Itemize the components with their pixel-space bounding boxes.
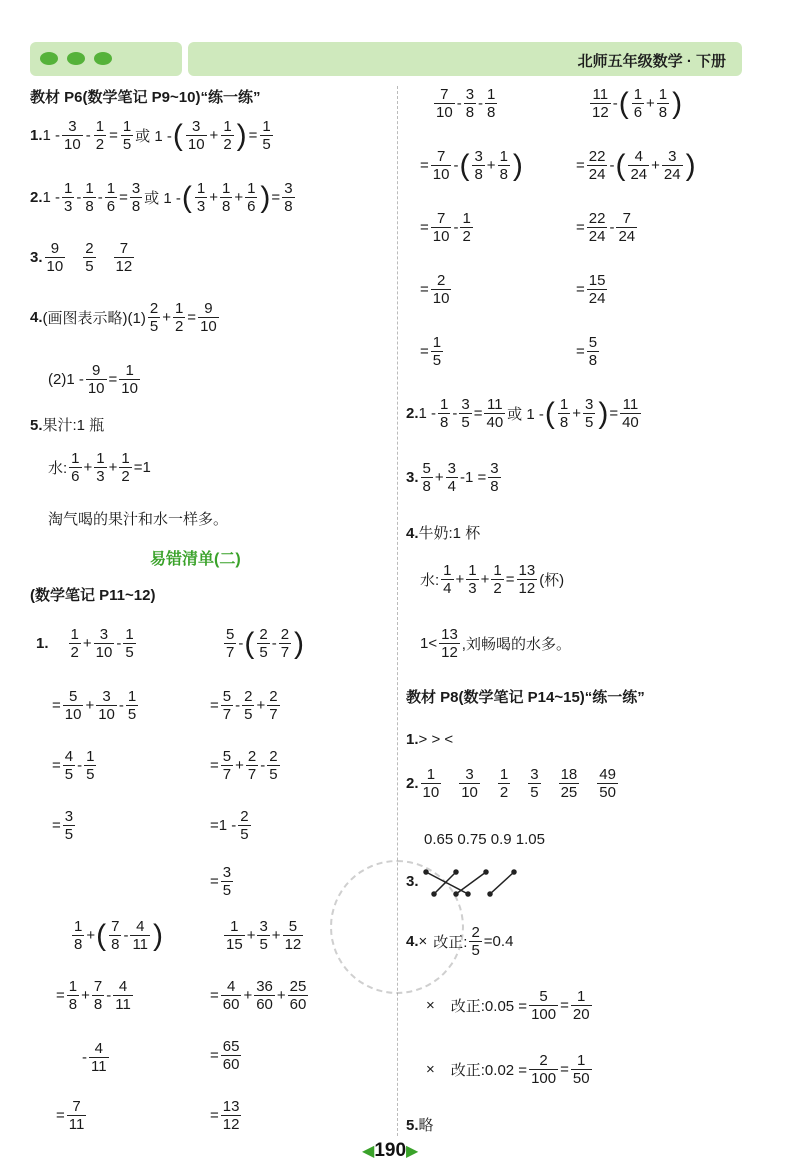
practice-2: 2. 1 10 3 10 1 2 3 5 18 25 49 50: [406, 766, 616, 801]
answer-2: 2. 1 - 1 3 - 1 8 - 1 6 = 3 8 或 1 - ( 1 3 + 1 8 + 1 6 ) = 3 8: [30, 180, 293, 215]
section-heading: 教材 P8(数学笔记 P14~15)“练一练”: [406, 689, 645, 706]
section-subheading: (数学笔记 P11~12): [30, 587, 156, 604]
calc-line: = 13 12: [210, 1098, 240, 1133]
next-arrow-icon: ▶: [406, 1143, 419, 1160]
calc-line: = 7 11: [56, 1098, 85, 1133]
section-heading-errors: 易错清单(二): [150, 551, 241, 568]
calc-line: = 15 24: [576, 272, 606, 307]
answer-3-right: 3. 5 8 + 3 4 -1 = $\frac{3}{8}$: [406, 460, 499, 495]
practice-3: 3.: [406, 873, 419, 890]
calc-line: 5 7 - ( 2 5 - 2 7 ): [226, 626, 305, 661]
answer-4-water: 水: 1 4 + 1 3 + 1 2 = 13 12 (杯): [420, 562, 565, 597]
calc-line: = 5 8: [576, 334, 598, 369]
answer-1: 1. 1 - 3 10 - $\frac{1}{2}$ = $\frac{1}{5}$ 或 1 - ( 3 10 + $\frac{1}{2}$ ) = $\frac{1}{5}$: [30, 118, 271, 153]
page-number: ◀190▶: [362, 1140, 419, 1161]
header-bar: [188, 42, 742, 76]
matching-lines-diagram: [420, 866, 520, 900]
calc-line: 1 8 + ( 7 8 - 4 11 ): [74, 918, 164, 953]
header-dot: [67, 52, 85, 65]
calc-line: = 1 5: [420, 334, 442, 369]
answer-4: 4. (画图表示略)(1) 2 5 + 1 2 = 9 10: [30, 300, 217, 335]
calc-line: 11 12 - ( 1 6 + 1 8 ): [592, 86, 683, 121]
calc-line: 1. 1 2 + 3 10 - 1 5: [36, 626, 134, 661]
answer-5: 5.果汁:1 瓶: [30, 417, 105, 434]
calc-line: =1 - 2 5: [210, 808, 249, 843]
header-dot: [40, 52, 58, 65]
calc-line: = 3 5: [52, 808, 74, 843]
practice-1: 1.> > <: [406, 731, 454, 748]
prev-arrow-icon: ◀: [362, 1143, 375, 1160]
calc-line: = 5 7 + 2 7 - 2 5: [210, 748, 278, 783]
calc-line: 7 10 - 3 8 - 1 8: [436, 86, 496, 121]
answer-5-water: 水: 1 6 + 1 3 + $\frac{1}{2}$ =1: [48, 450, 151, 485]
calc-line: = 5 10 + 3 10 - 1 5: [52, 688, 137, 723]
answer-2-right: 2. 1 - 1 8 - 3 5 = 11 40 或 1 - ( 1 8 + 3 5 ) = 11 40: [406, 396, 639, 431]
calc-line: = 3 5: [210, 864, 232, 899]
calc-line: = 7 10 - 1 2: [420, 210, 471, 245]
book-title: 北师五年级数学 · 下册: [577, 53, 726, 70]
calc-line: = 7 10 - ( 3 8 + 1 8 ): [420, 148, 523, 183]
calc-line: = 5 7 - 2 5 + 2 7: [210, 688, 278, 723]
calc-line: - 4 11: [82, 1040, 107, 1075]
calc-line: = 2 10: [420, 272, 450, 307]
practice-4: 4. × 改正: $\frac{2}{5}$ =0.4: [406, 924, 514, 959]
practice-4-c: × 改正:0.02 = $\frac{2}{100}$ = 1 50: [426, 1052, 590, 1087]
calc-line: = 4 60 + 36 60 + 25 60: [210, 978, 307, 1013]
header-dot: [94, 52, 112, 65]
calc-line: = 22 24 - 7 24: [576, 210, 636, 245]
calc-line: 1 15 + 3 5 + 5 12: [226, 918, 302, 953]
practice-2-decimals: 0.65 0.75 0.9 1.05: [424, 831, 545, 848]
calc-line: = 22 24 - ( 4 24 + 3 24 ): [576, 148, 696, 183]
practice-4-b: × 改正:0.05 = $\frac{5}{100}$ = 1 20: [426, 988, 590, 1023]
calc-line: = 4 5 - 1 5: [52, 748, 95, 783]
practice-5: 5.略: [406, 1117, 434, 1134]
answer-4-part2: (2)1 - 9 10 = 1 10: [48, 362, 138, 397]
answer-4-right: 4.牛奶:1 杯: [406, 525, 481, 542]
answer-4-conclusion: 1< 13 12 ,刘畅喝的水多。: [420, 626, 571, 661]
calc-line: = 65 60: [210, 1038, 240, 1073]
section-heading: 教材 P6(数学笔记 P9~10)“练一练”: [30, 89, 261, 106]
calc-line: = 1 8 + 7 8 - 4 11: [56, 978, 131, 1013]
answer-3: 3. 9 10 2 5 7 12: [30, 240, 133, 275]
answer-5-conclusion: 淘气喝的果汁和水一样多。: [48, 511, 229, 528]
